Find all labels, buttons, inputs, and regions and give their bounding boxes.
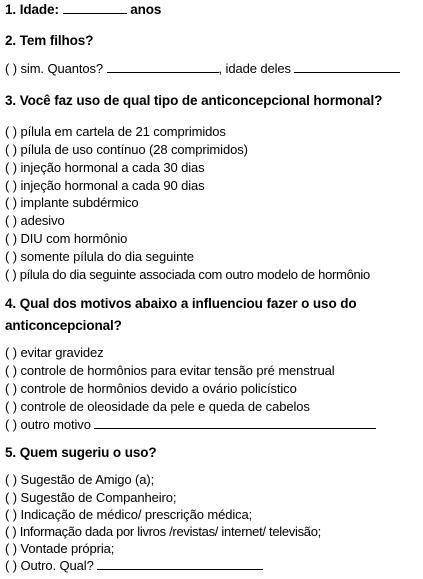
option-checkbox[interactable]: ( ) — [5, 381, 17, 396]
option-text: implante subdérmico — [20, 195, 139, 210]
option-checkbox[interactable]: ( ) — [5, 558, 17, 573]
option-text: sim. Quantos? — [20, 61, 104, 76]
list-item — [5, 142, 248, 157]
question-2-title: 2. Tem filhos? — [5, 33, 94, 48]
list-item — [5, 417, 376, 432]
option-checkbox[interactable]: ( ) — [5, 417, 17, 432]
option-checkbox[interactable]: ( ) — [5, 178, 17, 193]
option-text: evitar gravidez — [20, 345, 104, 360]
option-text: controle de hormônios devido a ovário policístico — [20, 381, 297, 396]
option-text: Sugestão de Amigo (a); — [20, 472, 155, 487]
option-checkbox[interactable]: ( ) — [5, 231, 17, 246]
option-text: controle de oleosidade da pele e queda de cabelos — [20, 399, 310, 414]
option-checkbox[interactable]: ( ) — [5, 541, 17, 556]
list-item — [5, 363, 335, 378]
list-item — [5, 345, 104, 360]
list-item — [5, 160, 205, 175]
list-item — [5, 490, 176, 505]
question-4-title: 4. Qual dos motivos abaixo a influenciou fazer o uso do — [5, 296, 357, 311]
list-item — [5, 249, 194, 264]
option-text: pílula em cartela de 21 comprimidos — [20, 124, 226, 139]
question-1-label: 1. Idade: — [5, 2, 59, 17]
option-text: outro motivo — [20, 417, 91, 432]
option-text: controle de hormônios para evitar tensão pré menstrual — [20, 363, 335, 378]
option-text: Vontade própria; — [20, 541, 115, 556]
question-3-title: 3. Você faz uso de qual tipo de anticoncepcional hormonal? — [5, 93, 383, 108]
list-item — [5, 231, 127, 246]
question-4-title-cont: anticoncepcional? — [5, 318, 122, 333]
list-item — [5, 541, 114, 556]
list-item — [5, 195, 139, 210]
question-1 — [5, 2, 161, 17]
list-item — [5, 472, 154, 487]
question-1-suffix: anos — [130, 2, 162, 17]
option-text: Informação dada por livros /revistas/ internet/ televisão; — [19, 524, 321, 539]
list-item — [5, 178, 205, 193]
list-item — [5, 213, 65, 228]
option-checkbox[interactable]: ( ) — [5, 345, 17, 360]
children-age-blank[interactable] — [294, 61, 400, 73]
option-checkbox[interactable]: ( ) — [5, 507, 17, 522]
list-item — [5, 267, 370, 282]
option-text: pílula do dia seguinte associada com outro modelo de hormônio — [19, 267, 370, 282]
option-checkbox[interactable]: ( ) — [5, 160, 17, 175]
option-checkbox[interactable]: ( ) — [5, 195, 17, 210]
option-text-after: , idade deles — [218, 61, 291, 76]
option-text: injeção hormonal a cada 30 dias — [20, 160, 205, 175]
age-blank[interactable] — [63, 2, 127, 14]
option-checkbox[interactable]: ( ) — [5, 124, 17, 139]
option-text: somente pílula do dia seguinte — [20, 249, 194, 264]
option-checkbox[interactable]: ( ) — [5, 363, 17, 378]
other-reason-blank[interactable] — [94, 417, 376, 429]
other-source-blank[interactable] — [97, 558, 263, 570]
option-checkbox[interactable]: ( ) — [5, 213, 17, 228]
checkbox-has-children[interactable]: ( ) — [5, 61, 17, 76]
question-5-title: 5. Quem sugeriu o uso? — [5, 445, 157, 460]
option-text: injeção hormonal a cada 90 dias — [20, 178, 205, 193]
question-2-option — [5, 61, 400, 76]
option-checkbox[interactable]: ( ) — [5, 267, 17, 282]
option-checkbox[interactable]: ( ) — [5, 490, 17, 505]
list-item — [5, 507, 252, 522]
option-text: adesivo — [20, 213, 65, 228]
option-checkbox[interactable]: ( ) — [5, 249, 17, 264]
option-checkbox[interactable]: ( ) — [5, 472, 17, 487]
children-count-blank[interactable] — [107, 61, 219, 73]
option-text: Indicação de médico/ prescrição médica; — [20, 507, 253, 522]
option-checkbox[interactable]: ( ) — [5, 524, 17, 539]
option-checkbox[interactable]: ( ) — [5, 142, 17, 157]
option-text: Outro. Qual? — [20, 558, 94, 573]
list-item — [5, 524, 321, 539]
list-item — [5, 124, 226, 139]
option-text: pílula de uso contínuo (28 comprimidos) — [20, 142, 248, 157]
option-text: DIU com hormônio — [20, 231, 128, 246]
option-checkbox[interactable]: ( ) — [5, 399, 17, 414]
list-item — [5, 381, 297, 396]
list-item — [5, 399, 310, 414]
option-text: Sugestão de Companheiro; — [20, 490, 177, 505]
list-item — [5, 558, 263, 573]
